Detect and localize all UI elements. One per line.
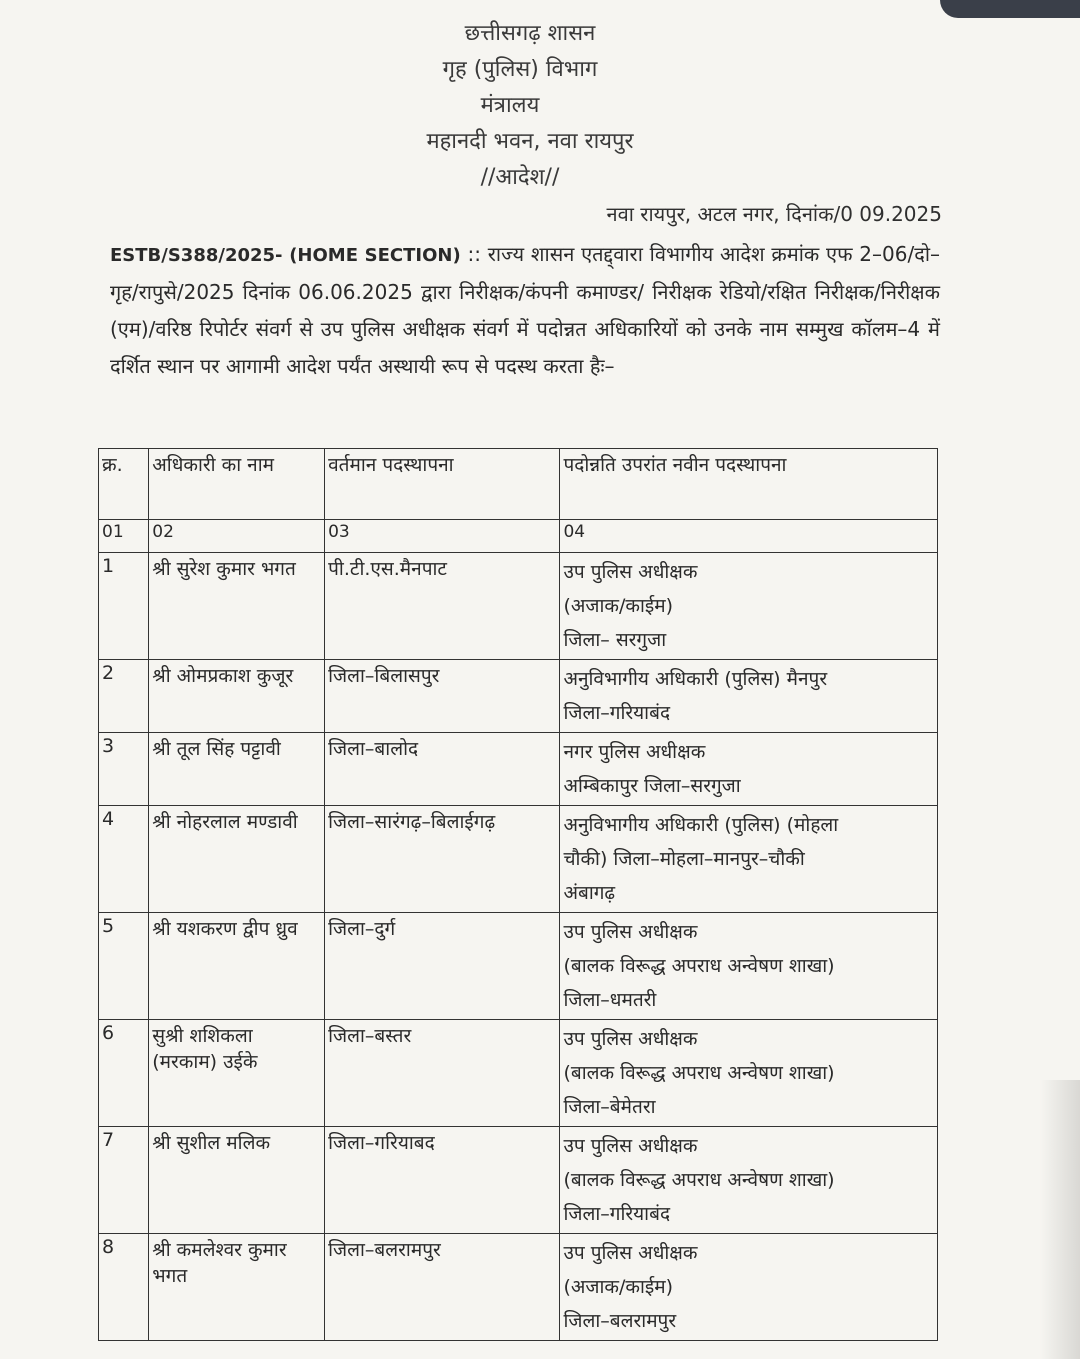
officer-name: श्री सुशील मलिक [149,1127,325,1234]
new-posting-line: (अजाक/काईम) [563,595,674,617]
officer-name: श्री ओमप्रकाश कुजूर [149,660,325,733]
new-posting [560,913,938,1020]
new-posting-line: उप पुलिस अधीक्षक [563,1135,698,1157]
order-paragraph [110,236,940,385]
officer-name: श्री सुरेश कुमार भगत [149,553,325,660]
header-officer-name: अधिकारी का नाम [149,449,325,520]
date-line: नवा रायपुर, अटल नगर, दिनांक/0 09.2025 [606,202,942,226]
current-posting: जिला–सारंगढ़–बिलाईगढ़ [325,806,560,913]
serial-number: 2 [99,660,149,733]
new-posting-line: जिला–धमतरी [563,989,657,1011]
column-number-row [99,520,938,553]
ministry-name: मंत्रालय [480,93,540,118]
col-number: 04 [560,520,938,553]
order-text: :: राज्य शासन एतद्द्वारा विभागीय आदेश क्रमांक एफ 2–06/दो–गृह/रापुसे/2025 दिनांक 06.06.2025 द्वारा निरीक्षक/कंपनी कमाण्डर/ निरीक्षक रेडियो/रक्षित निरीक्षक/निरीक्षक (एम)/वरिष्ठ रिपोर्टर संवर्ग से उप पुलिस अधीक्षक संवर्ग में पदोन्नत अधिकारियों को उनके नाम सम्मुख कॉलम–4 में दर्शित स्थान पर आगामी आदेश पर्यंत अस्थायी रूप से पदस्थ करता हैः– [110,242,941,378]
posting-table [98,448,938,1341]
new-posting [560,733,938,806]
serial-number: 4 [99,806,149,913]
officer-name: सुश्री शशिकला (मरकाम) उईके [149,1020,325,1127]
officer-name: श्री यशकरण द्वीप ध्रुव [149,913,325,1020]
current-posting: जिला–गरियाबद [325,1127,560,1234]
serial-number: 7 [99,1127,149,1234]
officer-name: श्री तूल सिंह पट्टावी [149,733,325,806]
header-new-posting: पदोन्नति उपरांत नवीन पदस्थापना [560,449,938,520]
current-posting: जिला–बलरामपुर [325,1234,560,1341]
header-serial: क्र. [99,449,149,520]
new-posting-line: उप पुलिस अधीक्षक [563,921,698,943]
new-posting [560,1127,938,1234]
govt-name: छत्तीसगढ़ शासन [464,21,596,46]
new-posting [560,553,938,660]
table-row [99,553,938,660]
new-posting-line: उप पुलिस अधीक्षक [563,1028,698,1050]
table-row [99,1127,938,1234]
new-posting-line: (बालक विरूद्ध अपराध अन्वेषण शाखा) [563,1169,835,1191]
col-number: 01 [99,520,149,553]
new-posting [560,1020,938,1127]
new-posting-line: (बालक विरूद्ध अपराध अन्वेषण शाखा) [563,955,835,977]
col-number: 03 [325,520,560,553]
new-posting-line: उप पुलिस अधीक्षक [563,561,698,583]
serial-number: 6 [99,1020,149,1127]
serial-number: 1 [99,553,149,660]
page-edge-shadow [1040,1080,1080,1359]
order-reference: ESTB/S388/2025- (HOME SECTION) [110,245,461,266]
new-posting-line: जिला–बलरामपुर [563,1310,677,1332]
new-posting-line: नगर पुलिस अधीक्षक [563,741,706,763]
table-row [99,1234,938,1341]
new-posting-line: जिला–बेमेतरा [563,1096,656,1118]
new-posting-line: (अजाक/काईम) [563,1276,674,1298]
table-row [99,733,938,806]
new-posting-line: (बालक विरूद्ध अपराध अन्वेषण शाखा) [563,1062,835,1084]
header-current-posting: वर्तमान पदस्थापना [325,449,560,520]
current-posting: जिला–बस्तर [325,1020,560,1127]
new-posting-line: जिला–गरियाबंद [563,1203,671,1225]
serial-number: 8 [99,1234,149,1341]
table-row [99,913,938,1020]
current-posting: पी.टी.एस.मैनपाट [325,553,560,660]
current-posting: जिला–दुर्ग [325,913,560,1020]
new-posting [560,1234,938,1341]
new-posting [560,660,938,733]
serial-number: 3 [99,733,149,806]
new-posting-line: अंबागढ़ [563,882,616,904]
col-number: 02 [149,520,325,553]
table-row [99,1020,938,1127]
serial-number: 5 [99,913,149,1020]
table-header-row [99,449,938,520]
current-posting: जिला–बिलासपुर [325,660,560,733]
table-row [99,660,938,733]
new-posting-line: जिला– सरगुजा [563,629,667,651]
letterhead [0,16,1080,196]
new-posting-line: अनुविभागीय अधिकारी (पुलिस) मैनपुर [563,668,828,690]
new-posting-line: अम्बिकापुर जिला–सरगुजा [563,775,741,797]
order-heading: //आदेश// [480,165,560,190]
new-posting-line: जिला–गरियाबंद [563,702,671,724]
new-posting-line: चौकी) जिला–मोहला–मानपुर–चौकी [563,848,805,870]
new-posting-line: अनुविभागीय अधिकारी (पुलिस) (मोहला [563,814,839,836]
office-address: महानदी भवन, नवा रायपुर [426,129,634,154]
officer-name: श्री कमलेश्वर कुमार भगत [149,1234,325,1341]
current-posting: जिला–बालोद [325,733,560,806]
new-posting [560,806,938,913]
department-name: गृह (पुलिस) विभाग [442,57,598,82]
new-posting-line: उप पुलिस अधीक्षक [563,1242,698,1264]
table-row [99,806,938,913]
officer-name: श्री नोहरलाल मण्डावी [149,806,325,913]
